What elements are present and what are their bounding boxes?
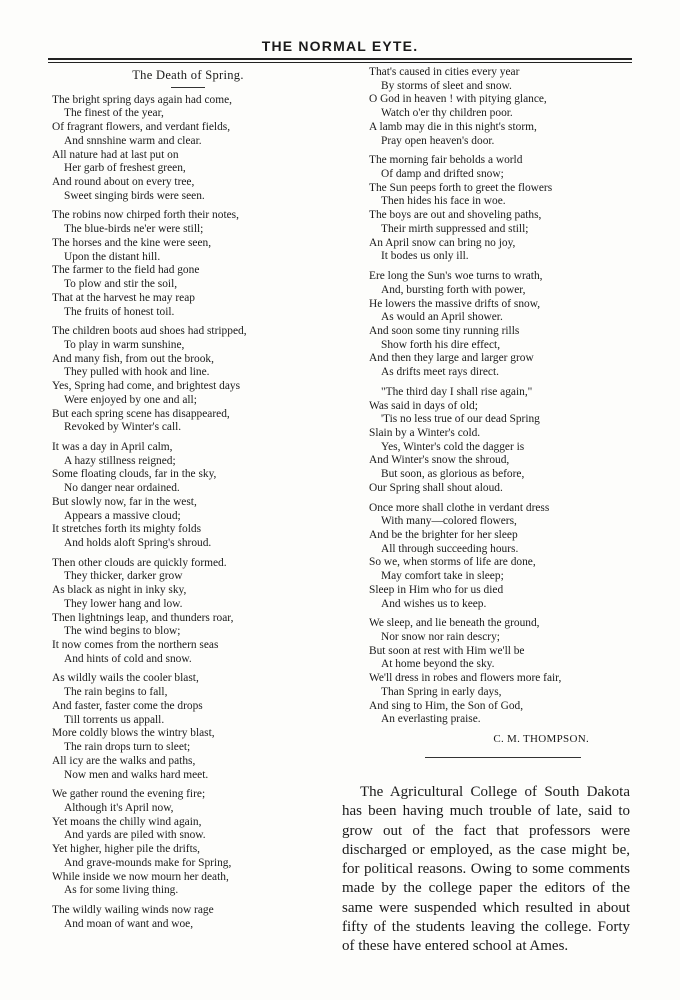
poem-line: Till torrents us appall. xyxy=(64,713,165,726)
poem-line: They lower hang and low. xyxy=(64,597,183,610)
poem-line: The horses and the kine were seen, xyxy=(52,236,212,249)
poem-line: That at the harvest he may reap xyxy=(52,291,195,304)
poem-stanza xyxy=(369,270,631,380)
poem-line: An April snow can bring no joy, xyxy=(369,236,516,249)
poem-line: The rain begins to fall, xyxy=(64,686,168,699)
poem-line: To play in warm sunshine, xyxy=(64,338,185,351)
poem-line: The wind begins to blow; xyxy=(64,625,181,638)
poem-line: It was a day in April calm, xyxy=(52,440,173,453)
poem-line: All through succeeding hours. xyxy=(381,542,519,555)
page-header-title: THE NORMAL EYTE. xyxy=(261,38,419,54)
poem-line: Yes, Spring had come, and brightest days xyxy=(52,380,241,393)
poem-line: Ere long the Sun's woe turns to wrath, xyxy=(369,270,543,283)
poem-line: Once more shall clothe in verdant dress xyxy=(369,501,550,514)
poem-stanza xyxy=(52,441,324,551)
poem-line: Pray open heaven's door. xyxy=(381,134,495,147)
poem-line: They pulled with hook and line. xyxy=(64,366,210,379)
poem-line: An everlasting praise. xyxy=(381,713,481,726)
poem-line: Yes, Winter's cold the dagger is xyxy=(381,440,525,453)
poem-line: Sweet singing birds were seen. xyxy=(64,189,205,202)
poem-line: Were enjoyed by one and all; xyxy=(64,393,197,406)
poem-line: And wishes us to keep. xyxy=(381,597,487,610)
poem-line: So we, when storms of life are done, xyxy=(369,556,536,569)
poem-line: But slowly now, far in the west, xyxy=(52,495,197,508)
poem-line: Revoked by Winter's call. xyxy=(64,421,182,434)
poem-line: Then lightnings leap, and thunders roar, xyxy=(52,611,234,624)
poem-line: We gather round the evening fire; xyxy=(52,788,206,801)
poem-stanza xyxy=(369,154,631,264)
poem-line: And sing to Him, the Son of God, xyxy=(369,699,524,712)
poem-line: To plow and stir the soil, xyxy=(64,278,178,291)
signature-rule xyxy=(425,757,581,758)
poem-line: We sleep, and lie beneath the ground, xyxy=(369,617,540,630)
poem-line: The blue-birds ne'er were still; xyxy=(64,223,204,236)
poem-line: Now men and walks hard meet. xyxy=(64,768,209,781)
poem-stanza xyxy=(369,386,631,496)
poem-line: The morning fair beholds a world xyxy=(369,154,523,167)
poem-line: "The third day I shall rise again," xyxy=(381,385,533,398)
poem-line: That's caused in cities every year xyxy=(369,66,520,78)
poem-line: The fruits of honest toil. xyxy=(64,305,175,318)
poem-stanza xyxy=(52,209,324,319)
title-rule xyxy=(171,87,205,88)
poem-line: And snnshine warm and clear. xyxy=(64,134,202,147)
poem-line: All icy are the walks and paths, xyxy=(52,754,196,767)
poem-line: Then hides his face in woe. xyxy=(381,195,506,208)
poem-stanza xyxy=(52,672,324,782)
poem-line: Our Spring shall shout aloud. xyxy=(369,481,503,494)
poem-line: Sleep in Him who for us died xyxy=(369,583,504,596)
poem-line: Yet moans the chilly wind again, xyxy=(52,815,202,828)
poem-line: And, bursting forth with power, xyxy=(381,283,526,296)
poem-line: And many fish, from out the brook, xyxy=(52,352,214,365)
poem-title: The Death of Spring. xyxy=(132,68,244,82)
header-rule-thick xyxy=(48,58,632,60)
poem-line: Then other clouds are quickly formed. xyxy=(52,556,227,569)
poem-line: And hints of cold and snow. xyxy=(64,652,192,665)
poem-line: We'll dress in robes and flowers more fair, xyxy=(369,672,562,685)
poem-line: But soon, as glorious as before, xyxy=(381,468,525,481)
poem-line: With many—colored flowers, xyxy=(381,515,517,528)
poem-line: It stretches forth its mighty folds xyxy=(52,523,202,536)
poem-line: While inside we now mourn her death, xyxy=(52,870,229,883)
poem-line: It bodes us only ill. xyxy=(381,250,469,263)
poem-line: And faster, faster come the drops xyxy=(52,699,203,712)
poem-line: All nature had at last put on xyxy=(52,148,179,161)
poem-line: And round about on every tree, xyxy=(52,176,195,189)
poem-line: Show forth his dire effect, xyxy=(381,338,501,351)
poem-line: Their mirth suppressed and still; xyxy=(381,222,529,235)
poem-line: They thicker, darker grow xyxy=(64,570,183,583)
poem-line: Slain by a Winter's cold. xyxy=(369,426,481,439)
poem-line: As would an April shower. xyxy=(381,311,503,324)
poem-line: Watch o'er thy children poor. xyxy=(381,107,513,120)
poem-stanza xyxy=(52,94,324,204)
poem-line: The Sun peeps forth to greet the flowers xyxy=(369,181,553,194)
poem-line: A lamb may die in this night's storm, xyxy=(369,120,537,133)
poem-line: Of fragrant flowers, and verdant fields, xyxy=(52,121,231,134)
poem-line: And grave-mounds make for Spring, xyxy=(64,856,232,869)
poem-line: The finest of the year, xyxy=(64,107,164,120)
poem-line: And holds aloft Spring's shroud. xyxy=(64,537,212,549)
poem-line: Nor snow nor rain descry; xyxy=(381,631,500,644)
poem-stanza xyxy=(369,502,631,612)
poem-line: And be the brighter for her sleep xyxy=(369,529,518,541)
poem-stanza xyxy=(52,325,324,435)
poem-line: He lowers the massive drifts of snow, xyxy=(369,297,541,310)
poem-line: No danger near ordained. xyxy=(64,482,180,495)
poem-line: Her garb of freshest green, xyxy=(64,162,186,175)
poem-line: Yet higher, higher pile the drifts, xyxy=(52,843,201,856)
left-stanzas xyxy=(52,94,324,932)
poem-line: May comfort take in sleep; xyxy=(381,570,504,583)
poem-line: Of damp and drifted snow; xyxy=(381,168,504,181)
poem-line: As black as night in inky sky, xyxy=(52,584,187,597)
poem-line: As for some living thing. xyxy=(64,884,179,897)
poem-line: The rain drops turn to sleet; xyxy=(64,741,191,754)
poem-line: As wildly wails the cooler blast, xyxy=(52,672,199,685)
poem-stanza xyxy=(52,904,324,931)
poem-stanza xyxy=(52,788,324,898)
poem-stanza xyxy=(52,557,324,667)
poem-line: It now comes from the northern seas xyxy=(52,639,219,652)
poem-line: Appears a massive cloud; xyxy=(64,509,181,522)
right-stanzas xyxy=(369,66,631,727)
poem-line: As drifts meet rays direct. xyxy=(381,366,499,379)
article-paragraph: The Agricultural College of South Dakota has been having much trouble of late, said to grow out of the fact that professors were discharged or employed, as the case might be, for political reasons. Owing to some comments made by the college paper the editors of the same were suspended which resulted in about fifty of the students leaving the college. Forty of these have entered school at Ames. xyxy=(342,784,630,955)
poem-line: The farmer to the field had gone xyxy=(52,264,200,277)
left-column xyxy=(52,66,324,937)
poem-line: At home beyond the sky. xyxy=(381,658,495,671)
poem-line: The bright spring days again had come, xyxy=(52,93,232,106)
poem-author: C. M. THOMPSON. xyxy=(493,733,589,746)
header-rule-thin xyxy=(48,62,632,63)
poem-line: The wildly wailing winds now rage xyxy=(52,903,214,916)
poem-line: By storms of sleet and snow. xyxy=(381,79,512,92)
poem-line: A hazy stillness reigned; xyxy=(64,454,176,467)
right-column xyxy=(369,66,631,772)
poem-line: Upon the distant hill. xyxy=(64,250,161,263)
poem-line: And yards are piled with snow. xyxy=(64,829,206,842)
poem-line: And then they large and larger grow xyxy=(369,352,534,365)
poem-line: More coldly blows the wintry blast, xyxy=(52,727,215,740)
poem-line: The robins now chirped forth their notes, xyxy=(52,209,239,222)
poem-line: And moan of want and woe, xyxy=(64,917,194,930)
poem-line: And Winter's snow the shroud, xyxy=(369,454,510,467)
poem-line: But soon at rest with Him we'll be xyxy=(369,644,525,657)
poem-stanza xyxy=(369,617,631,727)
poem-line: The boys are out and shoveling paths, xyxy=(369,209,542,222)
poem-line: O God in heaven ! with pitying glance, xyxy=(369,93,547,106)
poem-line: Although it's April now, xyxy=(64,801,174,814)
poem-stanza xyxy=(369,66,631,148)
poem-line: The children boots aud shoes had stripped, xyxy=(52,325,247,338)
poem-line: Than Spring in early days, xyxy=(381,685,502,698)
poem-line: And soon some tiny running rills xyxy=(369,324,520,337)
poem-line: Some floating clouds, far in the sky, xyxy=(52,468,217,481)
poem-line: Was said in days of old; xyxy=(369,399,478,412)
poem-line: But each spring scene has disappeared, xyxy=(52,407,230,420)
poem-line: 'Tis no less true of our dead Spring xyxy=(381,413,540,426)
